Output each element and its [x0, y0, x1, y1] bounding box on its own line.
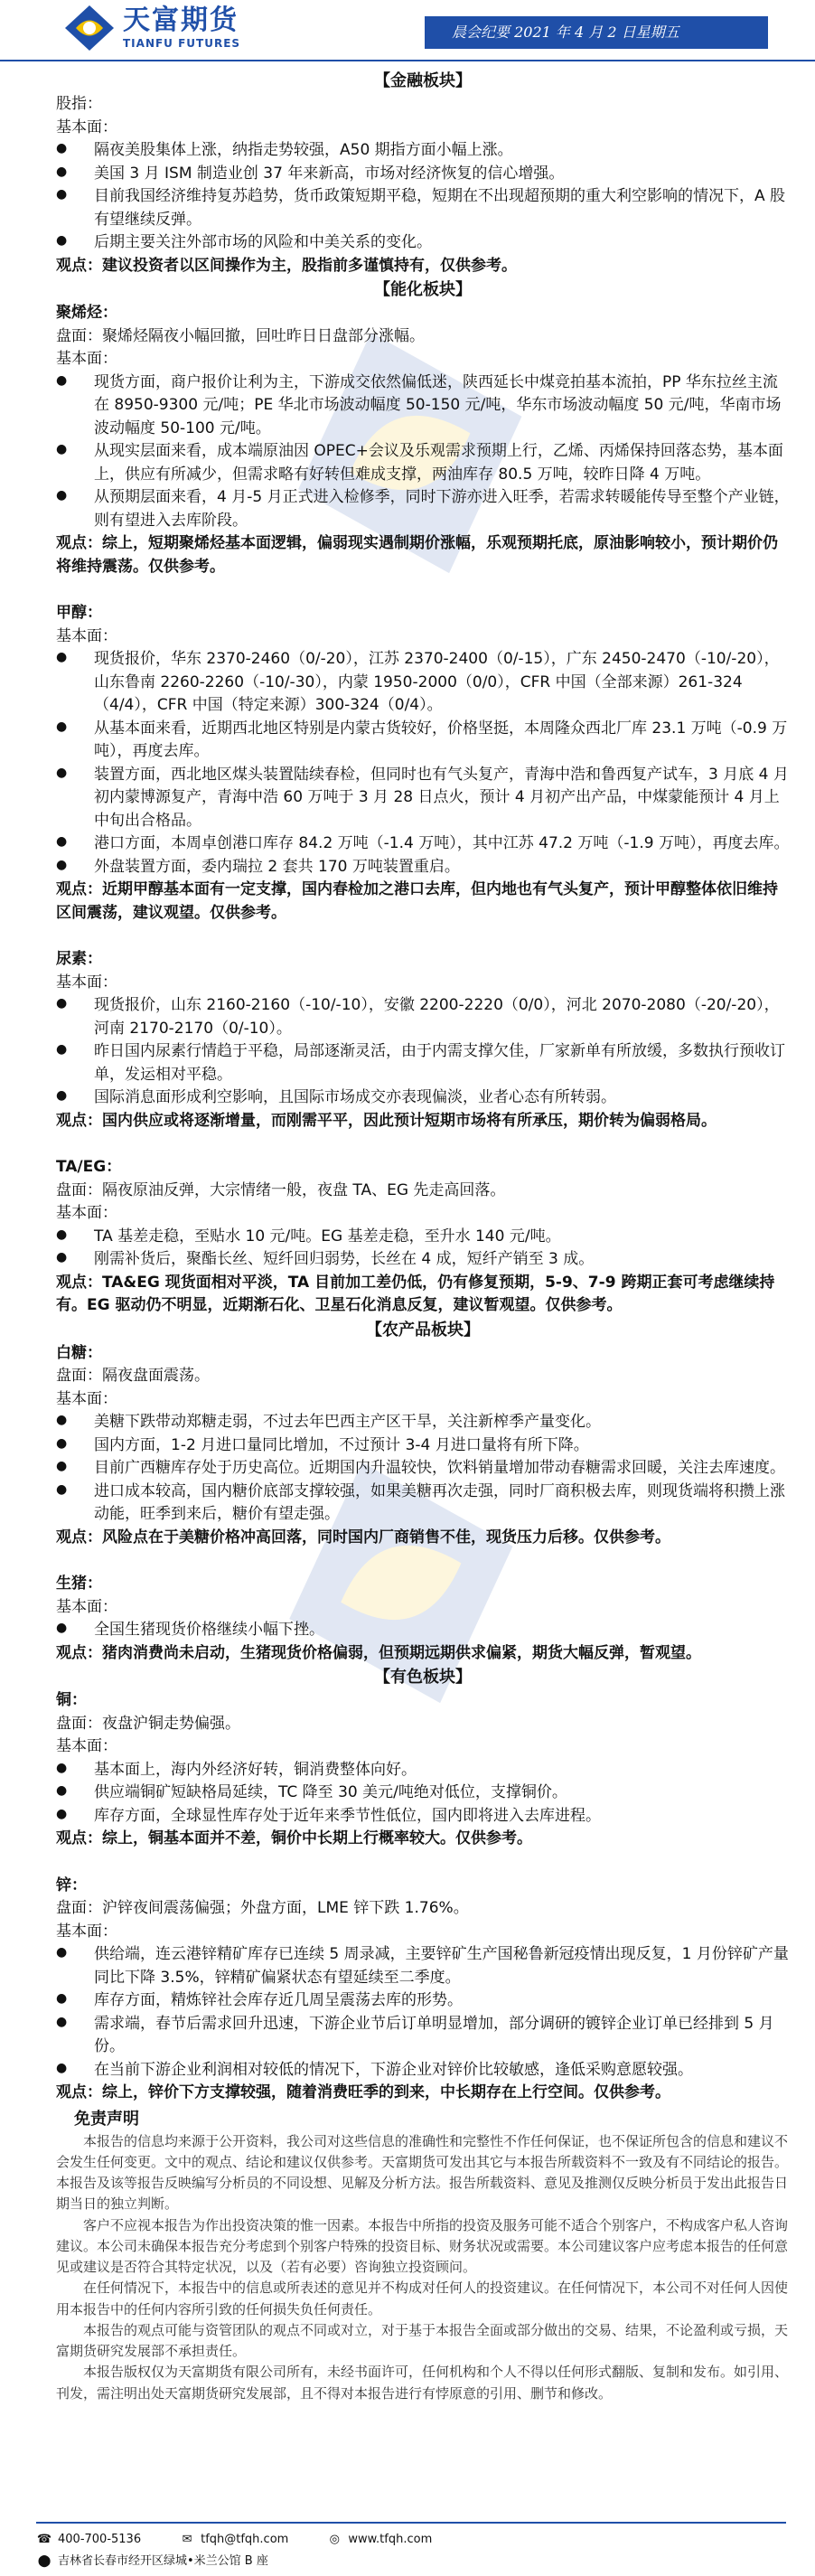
section-title-finance: 【金融板块】 [374, 71, 472, 90]
section-title-agri: 【农产品板块】 [366, 1320, 480, 1340]
list-item: ● 供应端铜矿短缺格局延续，TC 降至 30 美元/吨绝对低位，支撑铜价。 [56, 1782, 790, 1805]
list-item: ● 美糖下跌带动郑糖走弱，不过去年巴西主产区干旱，关注新榨季产量变化。 [56, 1411, 790, 1434]
fundamentals-label: 基本面： [56, 350, 117, 368]
list-item: ● 隔夜美股集体上涨，纳指走势较强，A50 期指方面小幅上涨。 [56, 139, 790, 163]
list-item: ● 昨日国内尿素行情趋于平稳，局部逐渐灵活，由于内需支撑欠佳，厂家新单有所放缓，多数执行预收订单，发运相对平稳。 [56, 1040, 790, 1086]
fundamentals-label: 基本面： [56, 973, 117, 992]
footer-address [36, 2552, 268, 2571]
location-pin-icon: ⬤ [37, 2554, 52, 2569]
subsection-label-stock-index: 股指： [56, 95, 102, 113]
list-item: ● 外盘装置方面，委内瑞拉 2 套共 170 万吨装置重启。 [56, 856, 790, 879]
subsection-label-urea: 尿素： [56, 950, 102, 968]
market-line: 盘面：夜盘沪铜走势偏强。 [56, 1714, 240, 1733]
subsection-label-ta-eg: TA/EG： [56, 1158, 122, 1176]
website-link[interactable]: www.tfqh.com [348, 2533, 433, 2547]
report-date-banner: 晨会纪要 2021 年 4 月 2 日星期五 [425, 16, 768, 49]
report-footer [36, 2522, 786, 2572]
disclaimer-paragraph: 在任何情况下，本报告中的信息或所表述的意见并不构成对任何人的投资建议。在任何情况下，本公司不对任何人因使用本报告中的任何内容所引致的任何损失负任何责任。 [56, 2280, 789, 2317]
email-text[interactable]: tfqh@tfqh.com [201, 2533, 289, 2547]
list-item: ● 需求端，春节后需求回升迅速，下游企业节后订单明显增加，部分调研的镀锌企业订单已经排到 5 月份。 [56, 2013, 790, 2059]
bullet-list [56, 1226, 790, 1272]
footer-email[interactable] [179, 2531, 288, 2549]
fundamentals-label: 基本面： [56, 1737, 117, 1755]
section-title-energy: 【能化板块】 [374, 280, 472, 299]
bullet-list [56, 1619, 790, 1642]
bullet-list [56, 994, 790, 1110]
market-line: 盘面：沪锌夜间震荡偏强；外盘方面，LME 锌下跌 1.76%。 [56, 1899, 469, 1917]
bullet-list [56, 139, 790, 255]
bullet-list [56, 371, 790, 533]
list-item: ● 现货报价，山东 2160-2160（-10/-10），安徽 2200-2220（0/0），河北 2070-2080（-20/-20），河南 2170-2170（0/-10）。 [56, 994, 790, 1040]
list-item: ● 供给端，连云港锌精矿库存已连续 5 周录减，主要锌矿生产国秘鲁新冠疫情出现反复，1 月份锌矿产量同比下降 3.5%，锌精矿偏紧状态有望延续至二季度。 [56, 1943, 790, 1989]
phone-text: 400-700-5136 [58, 2533, 142, 2547]
list-item: ● 目前广西糖库存处于历史高位。近期国内升温较快，饮料销量增加带动春糖需求回暖，关注去库速度。 [56, 1457, 790, 1481]
tianfu-logo-icon [63, 4, 116, 52]
list-item: ● 库存方面，精炼锌社会库存近几周呈震荡去库的形势。 [56, 1989, 790, 2013]
brand-name-en: TIANFU FUTURES [123, 36, 241, 50]
footer-website[interactable] [326, 2531, 432, 2549]
bullet-list [56, 1759, 790, 1829]
subsection-label-copper: 铜： [56, 1691, 87, 1709]
disclaimer-title: 免责声明 [74, 2109, 139, 2129]
list-item: ● 国际消息面形成利空影响，且国际市场成交亦表现偏淡，业者心态有所转弱。 [56, 1086, 790, 1110]
list-item: ● 现货报价，华东 2370-2460（0/-20），江苏 2370-2400（0/-15），广东 2450-2470（-10/-20），山东鲁南 2260-2260（-10/-30），内蒙 1950-2000（0/0），CFR 中国（全部来源）261-324（4/4），CFR 中国（特定来源）300-324（0/4）。 [56, 648, 790, 718]
phone-icon: ☎ [36, 2533, 52, 2547]
disclaimer-body [56, 2131, 790, 2404]
section-title-metals: 【有色板块】 [374, 1668, 472, 1687]
list-item: ● 在当前下游企业利润相对较低的情况下，下游企业对锌价比较敏感，逢低采购意愿较强。 [56, 2059, 790, 2082]
footer-phone [36, 2531, 141, 2549]
view-statement: 观点：建议投资者以区间操作为主，股指前多谨慎持有，仅供参考。 [56, 256, 517, 275]
list-item: ● 刚需补货后，聚酯长丝、短纤回归弱势，长丝在 4 成，短纤产销至 3 成。 [56, 1248, 790, 1272]
market-line: 盘面：隔夜盘面震荡。 [56, 1367, 210, 1385]
view-statement: 观点：综上，锌价下方支撑较强，随着消费旺季的到来，中长期存在上行空间。仅供参考。 [56, 2083, 670, 2101]
subsection-label-hog: 生猪： [56, 1575, 102, 1593]
market-line: 盘面：隔夜原油反弹，大宗情绪一般，夜盘 TA、EG 先走高回落。 [56, 1180, 506, 1199]
fundamentals-label: 基本面： [56, 1597, 117, 1616]
view-statement: 观点：综上，短期聚烯烃基本面逻辑，偏弱现实遇制期价涨幅，乐观预期托底，原油影响较小，预计期价仍将维持震荡。仅供参考。 [56, 534, 778, 576]
market-line: 盘面：聚烯烃隔夜小幅回撤，回吐昨日日盘部分涨幅。 [56, 326, 425, 345]
globe-icon: ◎ [329, 2533, 340, 2547]
view-statement: 观点：TA&EG 现货面相对平淡，TA 目前加工差仍低，仍有修复预期，5-9、7-9 跨期正套可考虑继续持有。EG 驱动仍不明显，近期渐石化、卫星石化消息反复，建议暂观望。仅供参考。 [56, 1273, 775, 1314]
list-item: ● 国内方面，1-2 月进口量同比增加，不过预计 3-4 月进口量将有所下降。 [56, 1434, 790, 1458]
subsection-label-sugar: 白糖： [56, 1343, 102, 1362]
address-text: 吉林省长春市经开区绿城•米兰公馆 B 座 [58, 2554, 268, 2569]
list-item: ● 进口成本较高，国内糖价底部支撑较强，如果美糖再次走强，同时厂商积极去库，则现货端将积攒上涨动能，旺季到来后，糖价有望走强。 [56, 1481, 790, 1527]
list-item: ● 从现实层面来看，成本端原油因 OPEC+会议及乐观需求预期上行，乙烯、丙烯保持回落态势，基本面上，供应有所减少，但需求略有好转但难成支撑，两油库存 80.5 万吨，较昨日降 4 万吨。 [56, 440, 790, 486]
fundamentals-label: 基本面： [56, 1389, 117, 1408]
list-item: ● 目前我国经济维持复苏趋势，货币政策短期平稳，短期在不出现超预期的重大利空影响的情况下，A 股有望继续反弹。 [56, 185, 790, 231]
subsection-label-methanol: 甲醇： [56, 604, 102, 622]
list-item: ● 美国 3 月 ISM 制造业创 37 年来新高，市场对经济恢复的信心增强。 [56, 163, 790, 186]
mail-icon: ✉ [182, 2533, 192, 2547]
subsection-label-zinc: 锌： [56, 1876, 87, 1894]
list-item: ● 从基本面来看，近期西北地区特别是内蒙古货较好，价格坚挺，本周隆众西北厂库 23.1 万吨（-0.9 万吨），再度去库。 [56, 718, 790, 764]
view-statement: 观点：国内供应或将逐渐增量，而刚需平平，因此预计短期市场将有所承压，期价转为偏弱格局。 [56, 1111, 717, 1130]
list-item: ● 装置方面，西北地区煤头装置陆续春检，但同时也有气头复产，青海中浩和鲁西复产试车，3 月底 4 月初内蒙博源复产，青海中浩 60 万吨于 3 月 28 日点火，预计 4 月初产出产品，中煤蒙能预计 4 月上中旬出合格品。 [56, 764, 790, 833]
fundamentals-label: 基本面： [56, 1922, 117, 1941]
company-logo [63, 4, 240, 52]
list-item: ● 库存方面，全球显性库存处于近年来季节性低位，国内即将进入去库进程。 [56, 1805, 790, 1829]
list-item: ● 现货方面，商户报价让利为主，下游成交依然偏低迷，陕西延长中煤竞拍基本流拍，PP 华东拉丝主流在 8950-9300 元/吨；PE 华北市场波动幅度 50-150 元/吨，华东市场波动幅度 50 元/吨，华南市场波动幅度 50-100 元/吨。 [56, 371, 790, 441]
list-item: ● 基本面上，海内外经济好转，铜消费整体向好。 [56, 1759, 790, 1782]
bullet-list [56, 648, 790, 879]
disclaimer-paragraph: 客户不应视本报告为作出投资决策的惟一因素。本报告中所指的投资及服务可能不适合个别客户，不构成客户私人咨询建议。本公司未确保本报告充分考虑到个别客户特殊的投资目标、财务状况或需要。本公司建议客户应考虑本报告的任何意见或建议是否符合其特定状况，以及（若有必要）咨询独立投资顾问。 [56, 2216, 789, 2275]
list-item: ● 后期主要关注外部市场的风险和中美关系的变化。 [56, 231, 790, 255]
fundamentals-label: 基本面： [56, 118, 117, 136]
disclaimer-paragraph: 本报告版权仅为天富期货有限公司所有，未经书面许可，任何机构和个人不得以任何形式翻版、复制和发布。如引用、刊发，需注明出处天富期货研究发展部，且不得对本报告进行有悖原意的引用、删节和修改。 [56, 2364, 789, 2402]
view-statement: 观点：猪肉消费尚未启动，生猪现货价格偏弱，但预期远期供求偏紧，期货大幅反弹，暂观望。 [56, 1643, 701, 1662]
report-body [0, 61, 815, 2404]
fundamentals-label: 基本面： [56, 626, 117, 645]
report-header [0, 0, 815, 61]
brand-name-cn: 天富期货 [123, 4, 239, 36]
list-item: ● 港口方面，本周卓创港口库存 84.2 万吨（-1.4 万吨），其中江苏 47.2 万吨（-1.9 万吨），再度去库。 [56, 832, 790, 856]
subsection-label-polyolefin: 聚烯烃： [56, 304, 117, 322]
view-statement: 观点：风险点在于美糖价格冲高回落，同时国内厂商销售不佳，现货压力后移。仅供参考。 [56, 1528, 670, 1547]
view-statement: 观点：近期甲醇基本面有一定支撑，国内春检加之港口去库，但内地也有气头复产，预计甲醇整体依旧维持区间震荡，建议观望。仅供参考。 [56, 880, 778, 922]
list-item: ● TA 基差走稳，至贴水 10 元/吨。EG 基差走稳，至升水 140 元/吨。 [56, 1226, 790, 1249]
disclaimer-paragraph: 本报告的信息均来源于公开资料，我公司对这些信息的准确性和完整性不作任何保证，也不保证所包含的信息和建议不会发生任何变更。文中的观点、结论和建议仅供参考。天富期货可发出其它与本报告所载资料不一致及有不同结论的报告。本报告及该等报告反映编写分析员的不同设想、见解及分析方法。报告所载资料、意见及推测仅反映分析员于发出此报告日期当日的独立判断。 [56, 2132, 789, 2213]
list-item: ● 全国生猪现货价格继续小幅下挫。 [56, 1619, 790, 1642]
list-item: ● 从预期层面来看，4 月-5 月正式进入检修季，同时下游亦进入旺季，若需求转暖能传导至整个产业链，则有望进入去库阶段。 [56, 486, 790, 532]
disclaimer-paragraph: 本报告的观点可能与资管团队的观点不同或对立，对于基于本报告全面或部分做出的交易、结果，不论盈利或亏损，天富期货研究发展部不承担责任。 [56, 2321, 789, 2359]
view-statement: 观点：综上，铜基本面并不差，铜价中长期上行概率较大。仅供参考。 [56, 1829, 532, 1847]
bullet-list [56, 1943, 790, 2082]
bullet-list [56, 1411, 790, 1527]
fundamentals-label: 基本面： [56, 1204, 117, 1222]
